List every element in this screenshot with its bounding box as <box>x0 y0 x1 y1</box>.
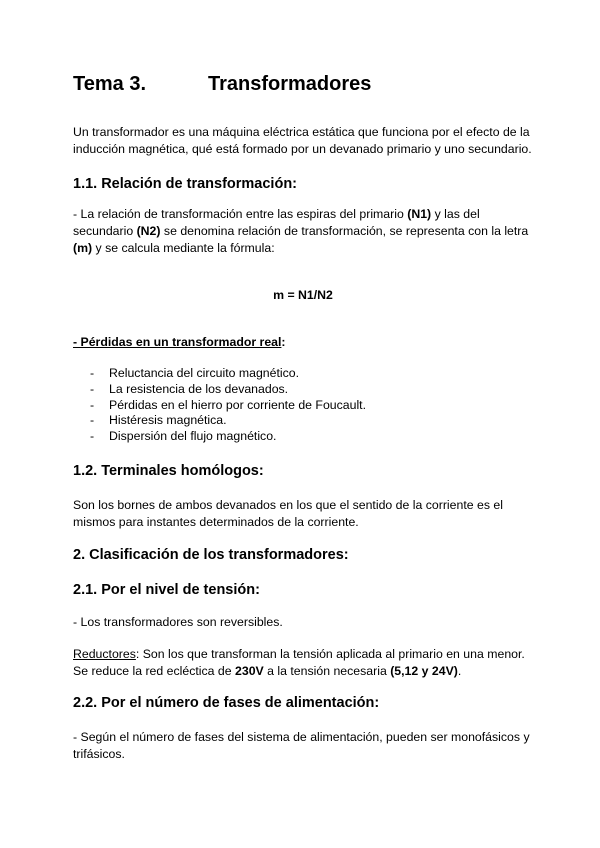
reductores-term: Reductores <box>73 647 136 661</box>
section-1-2-heading: 1.2. Terminales homólogos: <box>73 463 264 479</box>
list-item: - La resistencia de los devanados. <box>90 381 289 396</box>
section-2-2-paragraph: - Según el número de fases del sistema de alimentación, pueden ser monofásicos y trifásicos. <box>73 730 530 761</box>
n1-term: (N1) <box>407 207 432 221</box>
title-topic-name: Transformadores <box>208 73 372 95</box>
title-topic-number: Tema 3. <box>73 73 146 95</box>
m-term: (m) <box>73 241 93 255</box>
section-2-1-paragraph: - Los transformadores son reversibles. <box>73 615 283 629</box>
list-item: - Dispersión del flujo magnético. <box>90 429 277 444</box>
list-item: - Histéresis magnética. <box>90 413 227 428</box>
n2-term: (N2) <box>136 224 161 238</box>
losses-list <box>73 366 366 445</box>
list-item: - Reluctancia del circuito magnético. <box>90 366 300 380</box>
losses-heading: - Pérdidas en un transformador real: <box>73 335 286 349</box>
intro-paragraph: Un transformador es una máquina eléctrica estática que funciona por el efecto de la inducción magnética, qué está formado por un devanado primario y uno secundario. <box>73 125 532 156</box>
formula: m = N1/N2 <box>273 288 333 302</box>
section-2-1-heading: 2.1. Por el nivel de tensión: <box>73 582 260 598</box>
reductores-paragraph: Reductores: Son los que transforman la tensión aplicada al primario en una menor. Se reduce la red ecléctica de 230V a la tensión necesaria (5,12 y 24V). <box>73 647 525 678</box>
section-1-2-paragraph: Son los bornes de ambos devanados en los que el sentido de la corriente es el mismos para instantes determinados de la corriente. <box>73 498 503 529</box>
section-1-1-paragraph: - La relación de transformación entre las espiras del primario (N1) y las del secundario (N2) se denomina relación de transformación, se representa con la letra (m) y se calcula mediante la fórmula: <box>73 207 529 255</box>
section-2-heading: 2. Clasificación de los transformadores: <box>73 547 349 563</box>
section-1-1-heading: 1.1. Relación de transformación: <box>73 176 298 192</box>
voltage-values: (5,12 y 24V) <box>390 664 458 678</box>
voltage-230: 230V <box>235 664 264 678</box>
document-title <box>73 73 372 96</box>
list-item: - Pérdidas en el hierro por corriente de Foucault. <box>90 397 367 412</box>
section-2-2-heading: 2.2. Por el número de fases de alimentación: <box>73 695 380 711</box>
